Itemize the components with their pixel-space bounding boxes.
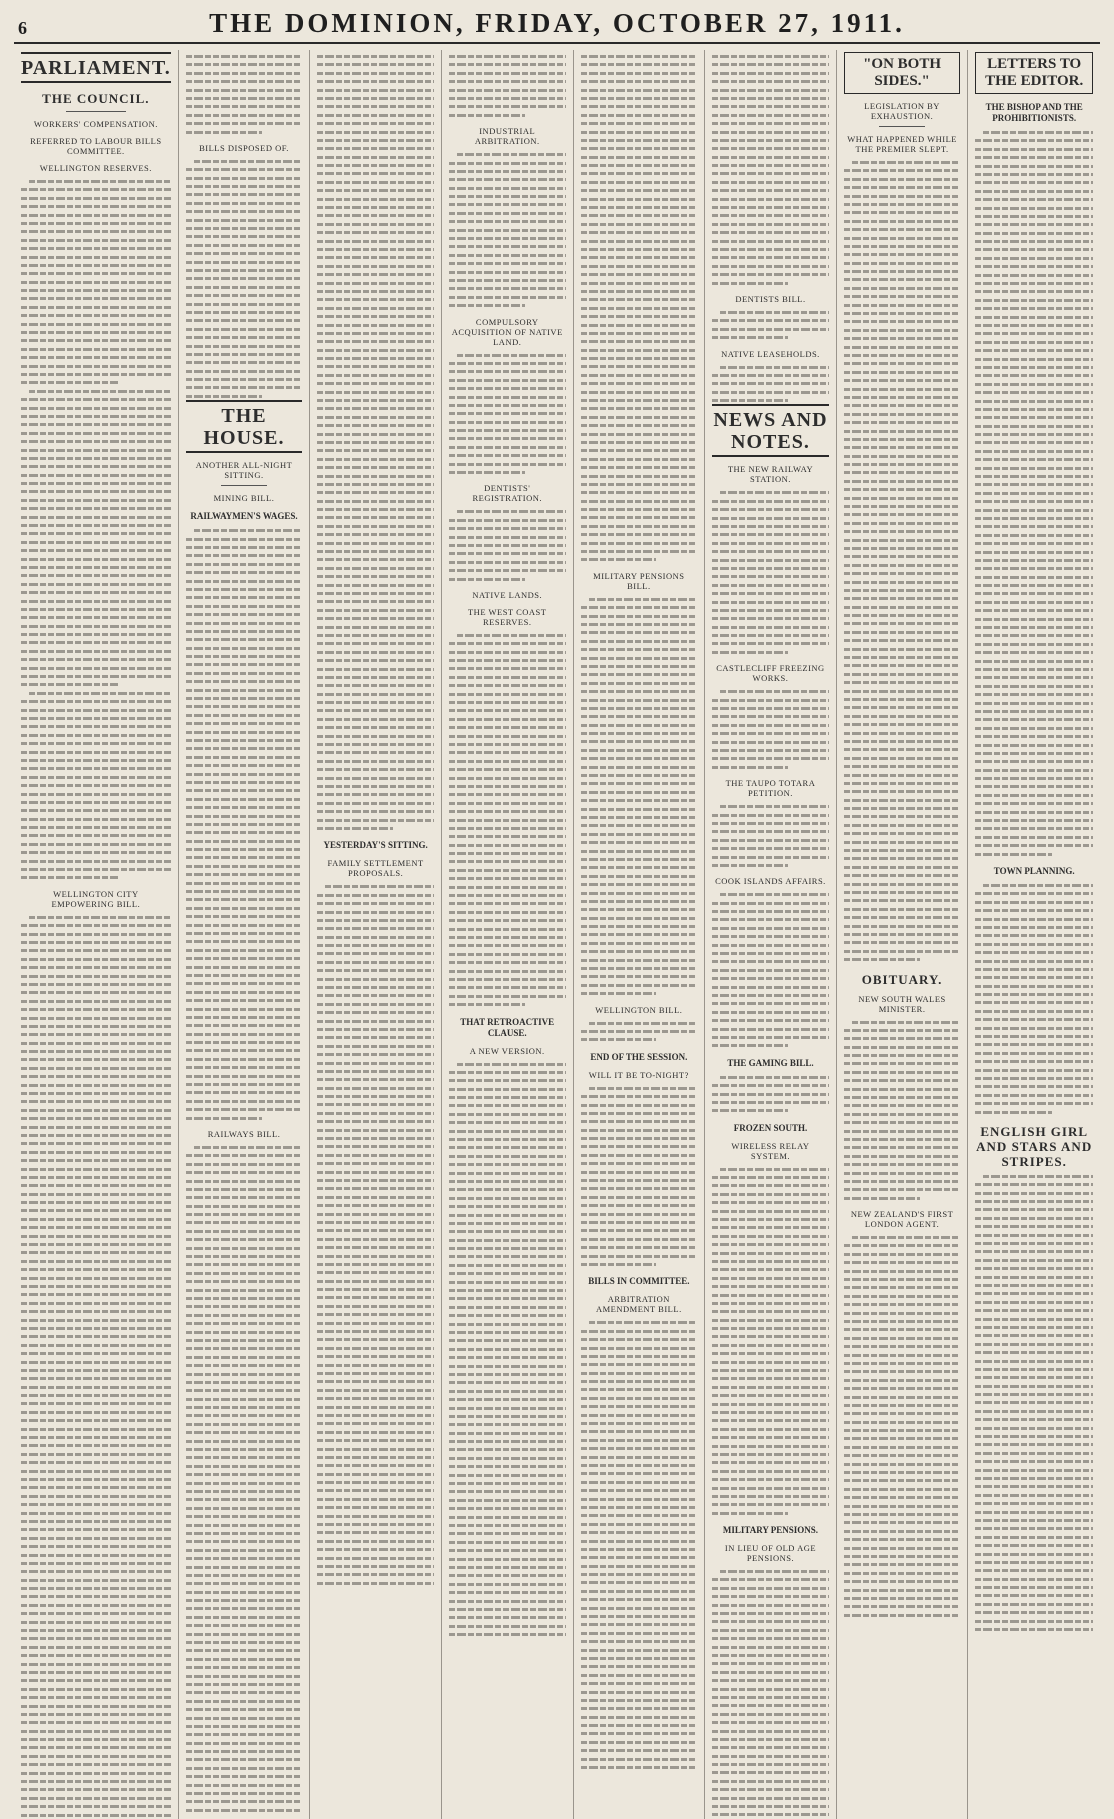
- heading-railways-bill: RAILWAYS BILL.: [207, 1128, 281, 1139]
- heading-town-planning: TOWN PLANNING.: [993, 865, 1075, 876]
- heading-first-london-agent: NEW ZEALAND'S FIRST LONDON AGENT.: [850, 1209, 954, 1230]
- heading-bishop-prohibitionists: THE BISHOP AND THE PROHIBITIONISTS.: [985, 102, 1083, 123]
- heading-industrial-arbitration: INDUSTRIAL ARBITRATION.: [474, 126, 540, 147]
- heading-mining-bill: MINING BILL.: [213, 493, 275, 504]
- heading-military-pensions: MILITARY PENSIONS.: [722, 1525, 819, 1536]
- heading-castlecliff-works: CASTLECLIFF FREEZING WORKS.: [716, 663, 825, 684]
- section-title-parliament: PARLIAMENT.: [21, 52, 171, 83]
- article-body: [21, 177, 171, 882]
- heading-native-lands: NATIVE LANDS.: [472, 589, 543, 600]
- column-3: [310, 50, 442, 1819]
- page-number: 6: [18, 18, 27, 38]
- section-title-news-and-notes: NEWS AND NOTES.: [712, 404, 829, 457]
- heading-yesterdays-sitting: YESTERDAY'S SITTING.: [323, 840, 428, 851]
- heading-west-coast-reserves: THE WEST COAST RESERVES.: [467, 606, 547, 627]
- heading-a-new-version: A NEW VERSION.: [469, 1045, 545, 1056]
- section-title-the-house: THE HOUSE.: [186, 400, 303, 453]
- column-2: [179, 50, 311, 1819]
- heading-premier-slept: WHAT HAPPENED WHILE THE PREMIER SLEPT.: [847, 134, 957, 154]
- section-title-on-both-sides: "ON BOTH SIDES.": [844, 52, 961, 94]
- column-6: [705, 50, 837, 1819]
- heading-wellington-city-bill: WELLINGTON CITY EMPOWERING BILL.: [51, 888, 141, 909]
- heading-native-leaseholds: NATIVE LEASEHOLDS.: [721, 348, 820, 359]
- heading-arbitration-amendment: ARBITRATION AMENDMENT BILL.: [595, 1294, 682, 1315]
- heading-new-railway-station: THE NEW RAILWAY STATION.: [727, 464, 814, 485]
- column-8: [968, 50, 1100, 1819]
- heading-railwaymens-wages: RAILWAYMEN'S WAGES.: [190, 511, 298, 522]
- columns: [14, 50, 1100, 1620]
- heading-legislation-by-exhaustion: LEGISLATION BY EXHAUSTION.: [864, 101, 940, 121]
- newspaper-title: THE DOMINION, FRIDAY, OCTOBER 27, 1911.: [209, 8, 905, 38]
- column-1: [14, 50, 179, 1819]
- heading-frozen-south: FROZEN SOUTH.: [733, 1122, 808, 1133]
- heading-wellington-bill: WELLINGTON BILL.: [595, 1004, 683, 1015]
- heading-retroactive-clause: THAT RETROACTIVE CLAUSE.: [460, 1016, 555, 1038]
- heading-obituary: OBITUARY.: [861, 971, 943, 987]
- heading-cook-islands-affairs: COOK ISLANDS AFFAIRS.: [715, 876, 826, 887]
- heading-dentists-registration: DENTISTS' REGISTRATION.: [472, 483, 542, 504]
- column-7: [837, 50, 969, 1819]
- heading-wellington-reserves: WELLINGTON RESERVES.: [39, 163, 152, 173]
- heading-workers-compensation: WORKERS' COMPENSATION.: [33, 119, 158, 129]
- heading-all-night-sitting: ANOTHER ALL-NIGHT SITTING.: [195, 460, 293, 481]
- heading-dentists-bill: DENTISTS BILL.: [735, 293, 806, 304]
- heading-english-girl: ENGLISH GIRL AND STARS AND STRIPES.: [976, 1123, 1093, 1169]
- heading-military-pensions-bill: MILITARY PENSIONS BILL.: [593, 570, 685, 591]
- subtitle-the-council: THE COUNCIL.: [42, 91, 150, 106]
- heading-family-settlement: FAMILY SETTLEMENT PROPOSALS.: [327, 858, 424, 879]
- heading-old-age-pensions: IN LIEU OF OLD AGE PENSIONS.: [724, 1543, 817, 1564]
- column-5: [574, 50, 706, 1819]
- heading-labour-bills: REFERRED TO LABOUR BILLS COMMITTEE.: [30, 136, 162, 156]
- masthead: [14, 8, 1100, 44]
- heading-will-it-be-tonight: WILL IT BE TO-NIGHT?: [588, 1069, 689, 1080]
- column-4: [442, 50, 574, 1819]
- heading-bills-in-committee: BILLS IN COMMITTEE.: [588, 1276, 690, 1287]
- heading-wireless-relay: WIRELESS RELAY SYSTEM.: [731, 1140, 810, 1161]
- heading-bills-disposed: BILLS DISPOSED OF.: [199, 142, 289, 153]
- heading-gaming-bill: THE GAMING BILL.: [727, 1057, 814, 1068]
- heading-end-of-session: END OF THE SESSION.: [590, 1051, 688, 1062]
- heading-taupo-totara-petition: THE TAUPO TOTARA PETITION.: [725, 778, 816, 799]
- section-title-letters-to-editor: LETTERS TO THE EDITOR.: [975, 52, 1093, 94]
- heading-nsw-minister: NEW SOUTH WALES MINISTER.: [858, 993, 946, 1014]
- heading-compulsory-acquisition: COMPULSORY ACQUISITION OF NATIVE LAND.: [451, 316, 563, 347]
